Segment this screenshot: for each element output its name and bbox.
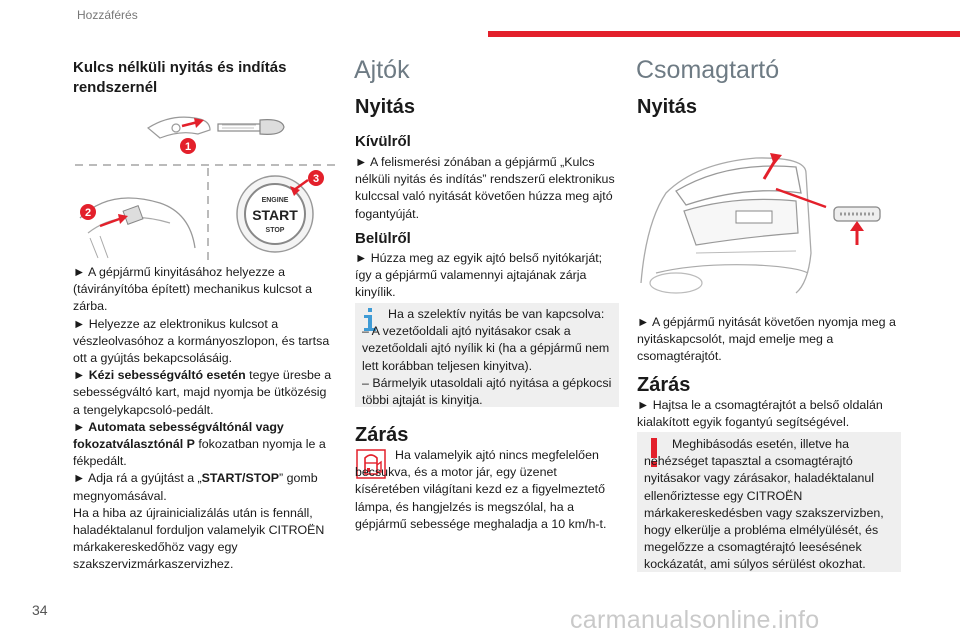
boot-title: Csomagtartó (636, 56, 780, 84)
doors-outside-heading: Kívülről (355, 133, 411, 150)
keyless-text (73, 264, 335, 574)
boot-switch-drawing (834, 207, 880, 221)
keyless-step-4-bold: ► Automata sebességváltónál vagy fokozatválasztónál P (73, 419, 284, 452)
doors-title: Ajtók (354, 56, 410, 84)
steering-column-drawing (80, 198, 195, 258)
callout-1 (180, 138, 196, 154)
button-text-stop: STOP (265, 227, 285, 234)
car-rear-drawing (641, 158, 811, 293)
keyless-step-2: ► Helyezze az elektronikus kulcsot a vészleolvasóhoz a kormányoszlopon, és tartsa ott a gyújtás bekapcsolásáig. (73, 316, 330, 366)
doors-inside-text: ► Húzza meg az egyik ajtó belső nyitókarját; így a gépjármű valamennyi ajtajának zárja kinyílik. (355, 251, 603, 300)
doors-inside-heading: Belülről (355, 230, 411, 247)
keyless-step-5 (73, 470, 335, 504)
keyless-step-4 (73, 419, 335, 471)
info-line-3: – Bármelyik utasoldali ajtó nyitása a gépkocsi többi ajtaját is kinyitja. (362, 375, 612, 408)
keyless-step-5-bold: START/STOP (201, 471, 280, 486)
keyless-fallback-note: Ha a hiba az újrainicializálás után is fennáll, haladéktalanul forduljon valamelyik CITROËN márkakereskedőhöz vagy egy szakszervizmárkaszervizhez. (73, 505, 325, 572)
boot-figure (636, 133, 900, 299)
doors-closing-paragraph: Ha valamelyik ajtó nincs megfelelően becsukva, és a motor jár, egy üzenet kíséretében világítani kezd ez a figyelmeztető lámpa, és hangjelzés is megszólal, ha a gépjármű sebessége meghaladja a 10 km/h-t. (355, 448, 607, 531)
doors-outside-text: ► A felismerési zónában a gépjármű „Kulcs nélküli nyitás és indítás” rendszerű elektronikus kulccsal való nyitását követően húzza meg ajtó fogantyúját. (355, 155, 615, 221)
boot-warning-paragraph: Meghibásodás esetén, illetve ha nehézséget tapasztal a csomagtérajtó nyitásakor vagy zárásakor, haladéktalanul ellenőriztesse egy CITROËN márkakereskedésben vagy szakszervizben, hogy elkerülje a probléma elmélyülését, és megelőzze a csomagtérajtó leesésének kockázatát, ami súlyos sérülést okozhat. (644, 437, 884, 572)
boot-opening-text: ► A gépjármű nyitását követően nyomja meg a nyitáskapcsolót, majd emelje meg a csomagtérajtót. (637, 315, 896, 364)
keyless-heading: Kulcs nélküli nyitás és indítás rendszernél (73, 59, 287, 96)
keyless-step-3 (73, 367, 335, 419)
keyless-figure (70, 108, 340, 266)
callout-2 (80, 204, 96, 220)
start-stop-button-drawing (237, 176, 313, 252)
running-header: Hozzáférés (77, 8, 138, 22)
doors-closing-text (355, 447, 619, 533)
callout-2-label: 2 (84, 207, 92, 219)
keyless-step-5-b: ” gomb megnyomásával. (73, 471, 318, 503)
button-text-start: START (252, 207, 298, 223)
boot-opening-heading: Nyitás (637, 96, 698, 118)
mechanical-key-drawing (218, 120, 284, 135)
callout-3-label: 3 (312, 173, 320, 185)
boot-closing-heading: Zárás (637, 374, 691, 396)
callout-3 (308, 170, 324, 186)
callout-1-label: 1 (184, 141, 192, 153)
boot-warning-text (644, 436, 896, 574)
info-line-2: – A vezetőoldali ajtó nyitásakor csak a vezetőoldali ajtó nyílik ki (ha a gépjármű nem lett korábban teljesen kinyitva). (362, 324, 610, 373)
page-number: 34 (32, 602, 48, 618)
button-text-engine: ENGINE (261, 197, 289, 204)
watermark: carmanualsonline.info (570, 606, 820, 634)
doors-closing-heading: Zárás (355, 424, 409, 446)
keyless-step-4-rest: fokozatban nyomja le a fékpedált. (73, 437, 326, 469)
door-handle-lock-drawing (148, 117, 210, 138)
boot-closing-text: ► Hajtsa le a csomagtérajtót a belső oldalán kialakított egyik fogantyú segítségével. (637, 398, 883, 430)
info-line-1: Ha a szelektív nyitás be van kapcsolva: (388, 307, 605, 321)
keyless-step-3-rest: tegye üresbe a sebességváltó kart, majd nyomja be ütközésig a tengelykapcsoló-pedált. (73, 368, 332, 417)
keyless-step-5-a: ► Adja rá a gyújtást a „ (73, 471, 202, 486)
keyless-step-3-bold: ► Kézi sebességváltó esetén (73, 368, 246, 383)
press-up-arrow (850, 221, 864, 245)
doors-opening-heading: Nyitás (355, 96, 416, 118)
header-accent-bar (488, 31, 960, 37)
selective-unlocking-text (362, 306, 614, 409)
keyless-step-1: ► A gépjármű kinyitásához helyezze a (távirányítóba épített) mechanikus kulcsot a zárba. (73, 265, 312, 314)
